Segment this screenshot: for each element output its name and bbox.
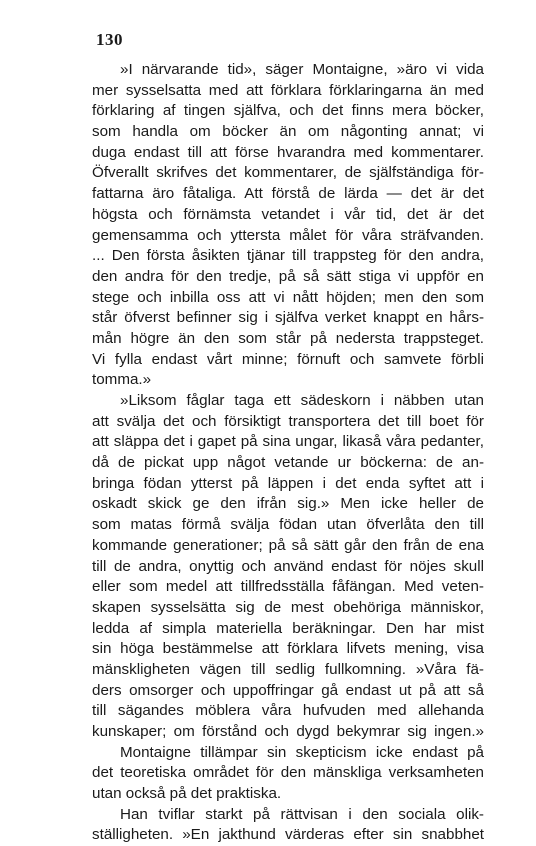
text-line: skapen sysselsätta sig de mest obehöriga människor, [92,598,484,616]
text-line: oskadt skick ge den ifrån sig.» Men icke heller de [92,495,484,513]
text-line: kommande generationer; på så sätt går den från de ena [92,536,484,554]
text-line: stege och inbilla oss att vi nått höjden; men den som [92,288,484,306]
text-line: ställigheten. »En jakthund värderas efter sin snabbhet [92,826,484,844]
text-line: utan också på det praktiska. [92,785,282,803]
text-line: som matas förmå svälja födan utan öfverlåta den till [92,516,484,534]
text-line: tomma.» [92,371,152,389]
text-line: som handla om böcker än om någonting annat; vi [92,123,484,141]
text-line: Vi fylla endast vårt minne; förnuft och samvete förbli [92,350,484,368]
text-line: ... Den första åsikten tjänar till trappsteg för den andra, [92,247,484,265]
text-line: den andra för den tredje, på så sätt stiga vi uppför en [92,267,484,285]
text-line: sin höga bestämmelse att förklara lifvets mening, visa [92,640,484,658]
text-line: »Liksom fåglar taga ett sädeskorn i näbben utan [120,392,484,409]
text-line: Öfverallt skrifves det kommentarer, de själfständiga för- [92,164,484,182]
text-line: bringa födan ytterst på läppen i det enda syftet att i [92,474,484,492]
text-line: förklaring af tingen själfva, och det finns mera böcker, [92,102,484,120]
text-line: mån högre än den som står på nedersta trappsteget. [92,329,484,347]
text-line: högsta och förnämsta vetandet i vår tid, det är det [92,205,484,223]
text-line: mer sysselsatta med att förklara förklaringarna än med [92,81,484,99]
page-number: 130 [96,30,123,49]
text-line: kunskaper; om förstånd och dygd bekymrar sig ingen.» [92,723,484,740]
text-line: att släppa det i gapet på sina ungar, likaså våra pedanter, [92,433,484,451]
text-line: gemensamma och yttersta målet för våra sträfvanden. [92,226,484,244]
text-line: ders omsorger och uppoffringar gå endast ut på att så [92,681,484,699]
text-line: att svälja det och försiktigt transportera det till boet för [92,412,484,430]
text-line: eller som medel att tillfredsställa fåfängan. Med veten- [92,578,484,596]
text-line: ledda af simpla materiella beräkningar. Den har mist [92,619,484,637]
text-line: »I närvarande tid», säger Montaigne, »äro vi vida [120,61,484,78]
text-line: det teoretiska området för den mänskliga verksamheten [92,764,484,782]
text-line: Montaigne tillämpar sin skepticism icke endast på [120,743,484,761]
text-line: Han tviflar starkt på rättvisan i den sociala olik- [120,805,484,823]
text-line: mänskligheten vägen till sedlig fullkomning. »Våra fä- [92,660,484,678]
text-line: till de andra, onyttig och använd endast för nöjes skull [92,557,484,575]
text-line: fattarna äro fåtaliga. Att förstå de lärda — det är det [92,185,484,203]
body-text [92,60,484,846]
text-line: står öfverst befinner sig i själfva verket knappt en hårs- [92,309,484,327]
text-line: till sägandes möblera våra hufvuden med allehanda [92,702,484,720]
text-line: då de pickat upp något vetande ur böckerna: de an- [92,454,484,472]
text-line: duga endast till att förse hvarandra med kommentarer. [92,143,484,161]
